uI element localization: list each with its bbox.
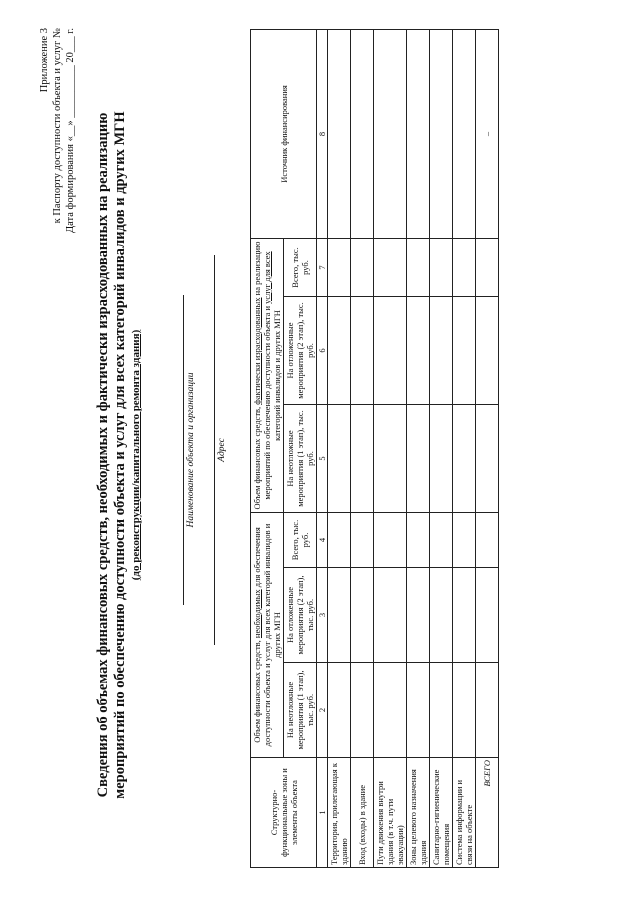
table-row [407,29,430,867]
table-cell [476,663,499,758]
source-header: Источник финансирования [251,29,317,238]
table-cell [351,513,374,568]
spent-header-emph: фактически израсходованных [252,297,262,405]
table-row [430,29,453,867]
table-row [328,29,351,867]
table-cell [407,238,430,296]
needed-total-header: Всего, тыс. руб. [284,513,317,568]
spent-header-emph2: услуг для всех [262,251,272,304]
spent-funds-header [251,238,284,512]
table-cell [453,663,476,758]
spent-deferred-header: На отложенные мероприятия (2 этап), тыс. руб. [284,297,317,405]
table-cell [374,29,407,238]
table-cell [374,238,407,296]
table-cell [351,663,374,758]
needed-urgent-header: На неотложные мероприятия (1 этап), тыс. руб. [284,663,317,758]
needed-header-emph: необходимых [252,589,262,639]
table-cell [351,405,374,513]
column-numbers-row [317,29,328,867]
name-caption: Наименование объекта и организации [186,372,196,528]
table-row [374,29,407,867]
table-cell [374,663,407,758]
appendix-passport-line: к Паспорту доступности объекта и услуг № [52,28,63,224]
appendix-title: Приложение 3 [39,28,50,93]
needed-header-suffix: для обеспечения доступности объекта и услуг для всех категорий инвалидов и других МГН [252,523,282,747]
table-cell [407,297,430,405]
spent-header-suffix: категорий инвалидов и других МГН [272,310,282,441]
document-title [95,45,129,865]
col-number: 8 [317,29,328,238]
table-cell [430,29,453,238]
col-number: 1 [317,758,328,868]
spent-header-prefix: Объем финансовых средств, [252,404,262,510]
document-subtitle: (до реконструкции/капитального ремонта здания) [130,329,142,581]
col-number: 3 [317,568,328,663]
table-cell [476,405,499,513]
appendix-block [38,28,77,233]
table-row [351,29,374,867]
table-row [453,29,476,867]
name-underline [183,295,184,605]
spent-urgent-header: На неотложные мероприятия (1 этап), тыс. руб. [284,405,317,513]
finance-table [250,29,499,868]
table-cell [453,568,476,663]
zone-label: Вход (входы) в здание [351,758,374,868]
zones-header: Структурно-функциональные зоны и элементы объекта [251,758,317,868]
spent-total-header: Всего, тыс. руб. [284,238,317,296]
table-cell [476,513,499,568]
col-number: 2 [317,663,328,758]
title-line-2: мероприятий по обеспечению доступности объекта и услуг для всех категорий инвалидов и других МГН [112,111,128,799]
zone-label: Зоны целевого назначения здания [407,758,430,868]
table-cell [453,238,476,296]
table-cell [430,513,453,568]
zone-label: Санитарно-гигиенические помещения [430,758,453,868]
table-cell [328,405,351,513]
table-cell [407,513,430,568]
total-source-value: – [476,29,499,238]
zone-label: Территория, прилегающая к зданию [328,758,351,868]
table-cell [351,238,374,296]
table-cell [407,663,430,758]
table-cell [407,29,430,238]
table-cell [407,568,430,663]
table-cell [351,29,374,238]
title-line-1: Сведения об объемах финансовых средств, необходимых и фактически израсходованных на реализацию [95,112,111,798]
needed-funds-header [251,513,284,758]
table-cell [407,405,430,513]
table-cell [328,238,351,296]
table-cell [453,297,476,405]
table-cell [476,238,499,296]
total-row [476,29,499,867]
address-underline [214,255,215,645]
table-cell [374,568,407,663]
table-cell [328,568,351,663]
appendix-date-line: Дата формирования «__» __________ 20___ г. [65,28,76,234]
table-cell [430,238,453,296]
table-cell [453,29,476,238]
spent-header-middle: на реализацию мероприятий по обеспечению доступности объекта и [252,241,272,500]
header-row-1 [251,29,284,867]
zone-label: Система информации и связи на объекте [453,758,476,868]
zone-label: Пути движения внутри здания (в т.ч. пути эвакуации) [374,758,407,868]
col-number: 4 [317,513,328,568]
table-cell [328,29,351,238]
col-number: 7 [317,238,328,296]
col-number: 6 [317,297,328,405]
table-cell [374,297,407,405]
table-cell [374,405,407,513]
table-cell [476,568,499,663]
table-cell [328,513,351,568]
table-cell [351,297,374,405]
needed-deferred-header: На отложенные мероприятия (2 этап), тыс. руб. [284,568,317,663]
table-cell [351,568,374,663]
address-caption: Адрес [217,438,227,462]
table-cell [430,568,453,663]
table-cell [453,405,476,513]
table-cell [430,405,453,513]
table-cell [453,513,476,568]
table-cell [374,513,407,568]
needed-header-prefix: Объем финансовых средств, [252,638,262,743]
table-cell [430,297,453,405]
table-cell [476,297,499,405]
table-cell [328,663,351,758]
table-cell [430,663,453,758]
total-label: ВСЕГО [476,758,499,868]
col-number: 5 [317,405,328,513]
table-cell [328,297,351,405]
